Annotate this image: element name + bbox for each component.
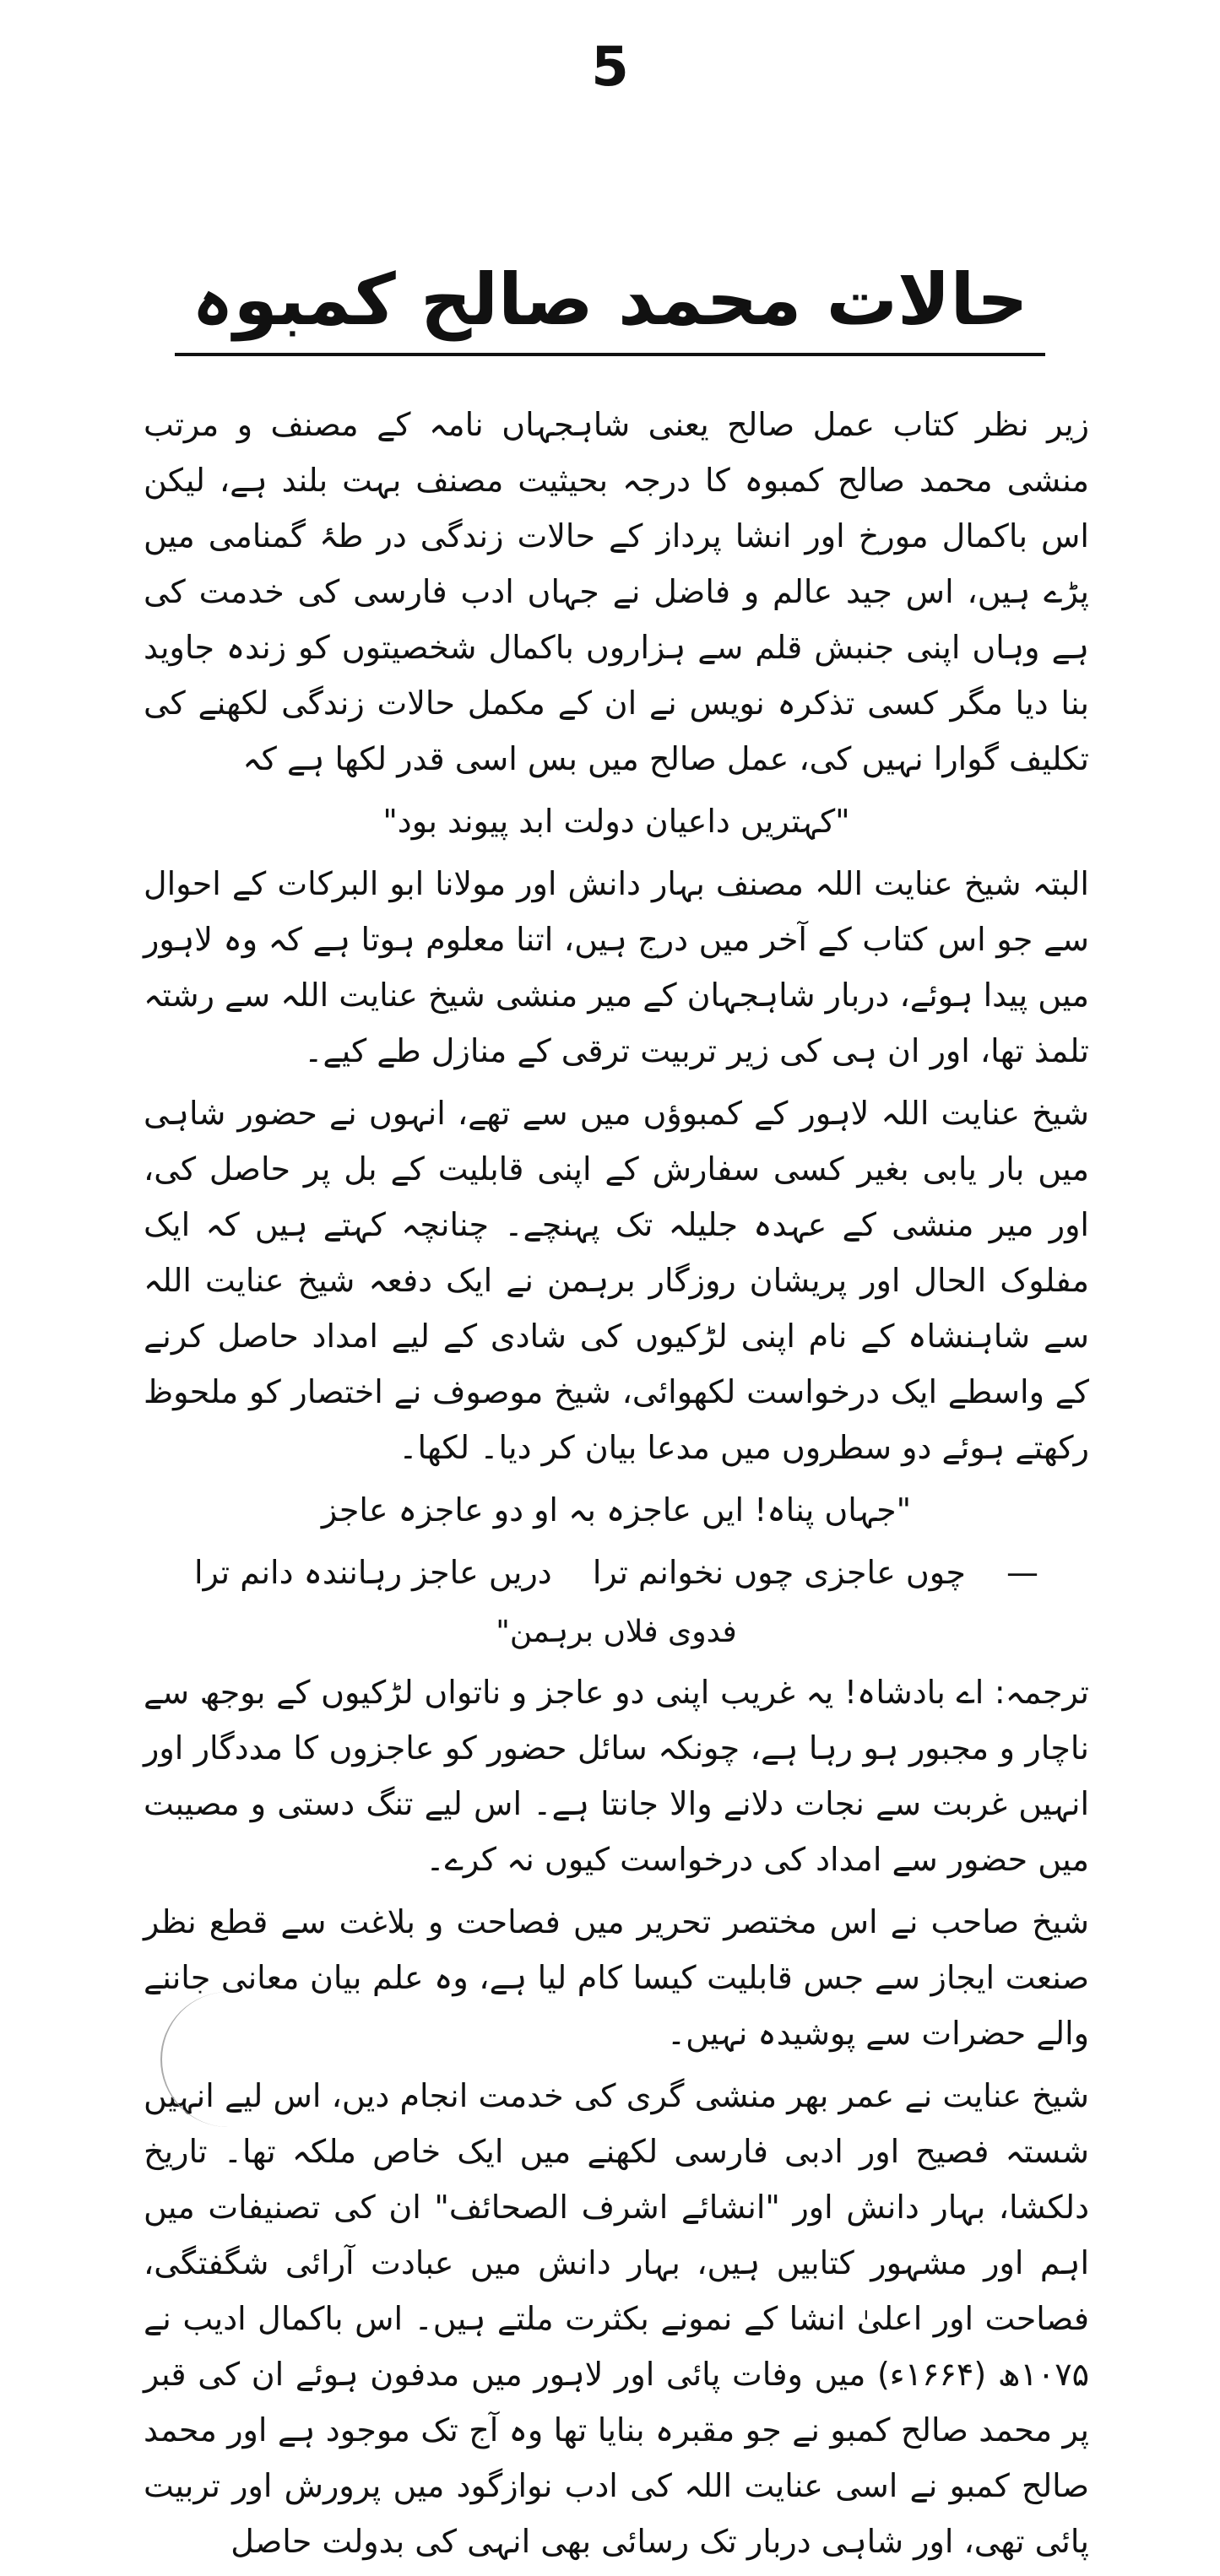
body-text <box>144 397 1089 2576</box>
paragraph-commentary: شیخ صاحب نے اس مختصر تحریر میں فصاحت و بلاغت سے قطع نظر صنعت ایجاز سے جس قابلیت کیسا کام لیا ہے، وہ علم بیان معانی جاننے والے حضرات سے پوشیدہ نہیں۔ <box>144 1903 1089 2052</box>
page-number: 5 <box>591 36 629 99</box>
petition-signature: فدوی فلاں برہمن" <box>496 1615 737 1649</box>
verse-left-hemistich: دریں عاجز رہانندہ دانم ترا <box>194 1554 552 1591</box>
paragraph-albatta: البتہ شیخ عنایت اللہ مصنف بہار دانش اور مولانا ابو البرکات کے احوال سے جو اس کتاب کے آخر میں درج ہیں، اتنا معلوم ہوتا ہے کہ وہ لاہور میں پیدا ہوئے، دربار شاہجہان کے میر منشی شیخ عنایت اللہ سے رشتہ تلمذ تھا، اور ان ہی کی زیر تربیت ترقی کے منازل طے کیے۔ <box>144 865 1089 1069</box>
quote-line: "کہتریں داعیان دولت ابد پیوند بود" <box>382 803 850 840</box>
verse-couplet <box>194 1545 1038 1600</box>
verse-dash: — <box>1006 1554 1038 1591</box>
verse-right-hemistich: چوں عاجزی چوں نخوانم ترا <box>592 1554 966 1591</box>
page-title: حالات محمد صالح کمبوہ <box>175 253 1044 356</box>
petition-opening: "جہاں پناہ! ایں عاجزہ بہ او دو عاجزہ عاجز <box>321 1491 912 1529</box>
title-container <box>0 253 1220 356</box>
paragraph-translation: ترجمہ: اے بادشاہ! یہ غریب اپنی دو عاجز و ناتواں لڑکیوں کے بوجھ سے ناچار و مجبور ہو رہا ہے، چونکہ سائل حضور کو عاجزوں کا مددگار اور انہیں غربت سے نجات دلانے والا جانتا ہے۔ اس لیے تنگ دستی و مصیبت میں حضور سے امداد کی درخواست کیوں نہ کرے۔ <box>144 1674 1089 1878</box>
paragraph-shaikh-inayat: شیخ عنایت اللہ لاہور کے کمبوؤں میں سے تھے، انہوں نے حضور شاہی میں بار یابی بغیر کسی سفارش کے اپنی قابلیت کے بل پر حاصل کی، اور میر منشی کے عہدہ جلیلہ تک پہنچے۔ چنانچہ کہتے ہیں کہ ایک مفلوک الحال اور پریشان روزگار برہمن نے ایک دفعہ شیخ عنایت اللہ سے شاہنشاہ کے نام اپنی لڑکیوں کی شادی کے لیے امداد حاصل کرنے کے واسطے ایک درخواست لکھوائی، شیخ موصوف نے اختصار کو ملحوظ رکھتے ہوئے دو سطروں میں مدعا بیان کر دیا۔ لکھا۔ <box>144 1095 1089 1466</box>
paragraph-works: شیخ عنایت نے عمر بھر منشی گری کی خدمت انجام دیں، اس لیے انہیں شستہ فصیح اور ادبی فارسی لکھنے میں ایک خاص ملکہ تھا۔ تاریخ دلکشا، بہار دانش اور "انشائے اشرف الصحائف" ان کی تصنیفات میں اہم اور مشہور کتابیں ہیں، بہار دانش میں عبادت آرائی شگفتگی، فصاحت اور اعلیٰ انشا کے نمونے بکثرت ملتے ہیں۔ اس باکمال ادیب نے ۱۰۷۵ھ (۱۶۶۴ء) میں وفات پائی اور لاہور میں مدفون ہوئے ان کی قبر پر محمد صالح کمبو نے جو مقبرہ بنایا تھا وہ آج تک موجود ہے اور محمد صالح کمبو نے اسی عنایت اللہ کی ادب نوازگود میں پرورش اور تربیت پائی تھی، اور شاہی دربار تک رسائی بھی انہی کی بدولت حاصل <box>144 2077 1090 2560</box>
paragraph-intro: زیر نظر کتاب عمل صالح یعنی شاہجہاں نامہ کے مصنف و مرتب منشی محمد صالح کمبوہ کا درجہ بحیثیت مصنف بہت بلند ہے، لیکن اس باکمال مورخ اور انشا پرداز کے حالات زندگی در طۂ گمنامی میں پڑے ہیں، اس جید عالم و فاضل نے جہاں ادب فارسی کی خدمت کی ہے وہاں اپنی جنبش قلم سے ہزاروں باکمال شخصیتوں کو زندہ جاوید بنا دیا مگر کسی تذکرہ نویس نے ان کے مکمل حالات زندگی لکھنے کی تکلیف گوارا نہیں کی، عمل صالح میں بس اسی قدر لکھا ہے کہ <box>144 406 1089 777</box>
